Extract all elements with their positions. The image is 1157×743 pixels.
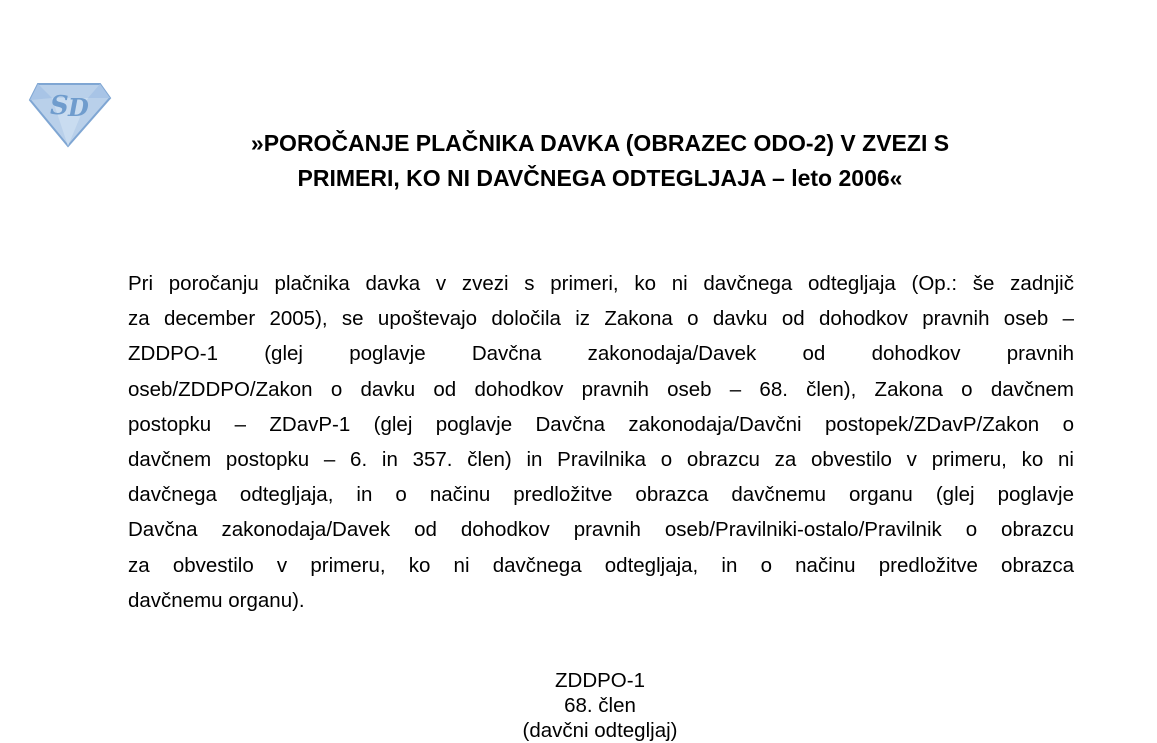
paragraph-line: davčnem postopku – 6. in 357. člen) in Pravilnika o obrazcu za obvestilo v primeru, ko ni [128,448,1074,472]
document-title [110,126,1090,196]
paragraph-line: oseb/ZDDPO/Zakon o davku od dohodkov pravnih oseb – 68. člen), Zakona o davčnem [128,377,1074,401]
title-line-1: »POROČANJE PLAČNIKA DAVKA (OBRAZEC ODO-2) V ZVEZI S [250,130,950,156]
article-heading [400,668,800,743]
body-paragraph [128,266,1074,618]
svg-text:S: S [50,91,69,121]
paragraph-line: Davčna zakonodaja/Davek od dohodkov pravnih oseb/Pravilniki-ostalo/Pravilnik o obrazcu [128,518,1074,542]
paragraph-line: za december 2005), se upoštevajo določila iz Zakona o davku od dohodkov pravnih oseb – [128,307,1074,331]
paragraph-line: za obvestilo v primeru, ko ni davčnega odtegljaja, in o načinu predložitve obrazca [128,553,1074,577]
paragraph-line: Pri poročanju plačnika davka v zvezi s primeri, ko ni davčnega odtegljaja (Op.: še zadnjič [128,272,1074,295]
article-subject: (davčni odtegljaj) [522,719,678,742]
title-line-2: PRIMERI, KO NI DAVČNEGA ODTEGLJAJA – leto 2006« [297,165,903,191]
paragraph-line: davčnemu organu). [128,588,305,612]
article-number: 68. člen [564,694,636,717]
paragraph-line: ZDDPO-1 (glej poglavje Davčna zakonodaja/Davek od dohodkov pravnih [128,342,1074,366]
diamond-logo-icon [28,76,112,150]
paragraph-line: postopku – ZDavP-1 (glej poglavje Davčna zakonodaja/Davčni postopek/ZDavP/Zakon o [128,412,1074,436]
paragraph-line: davčnega odtegljaja, in o načinu predložitve obrazca davčnemu organu (glej poglavje [128,483,1074,507]
article-law: ZDDPO-1 [555,669,645,692]
svg-text:D: D [68,93,89,122]
